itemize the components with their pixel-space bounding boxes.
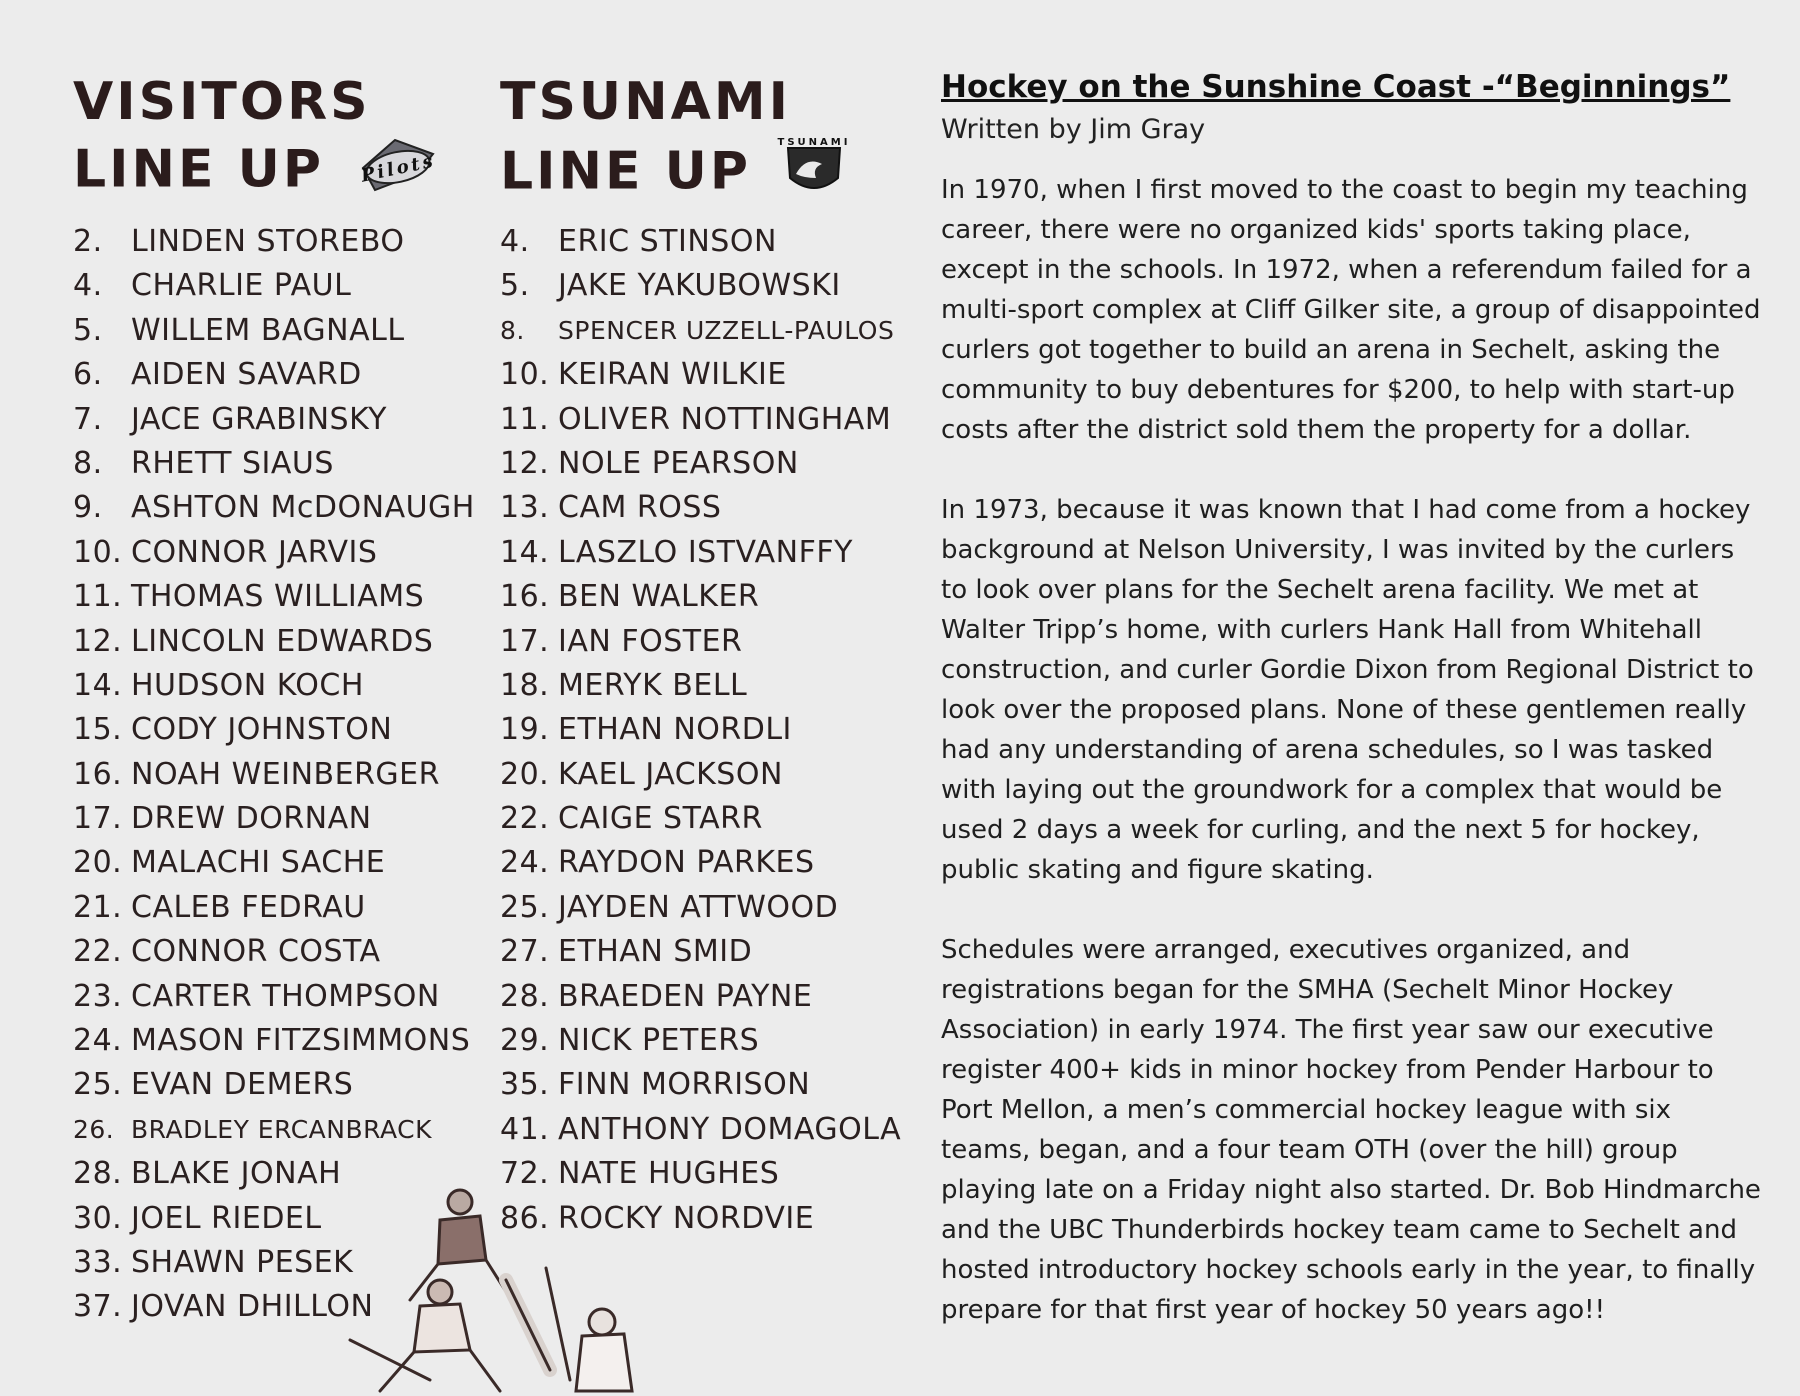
player-name: ROCKY NORDVIE — [558, 1200, 815, 1236]
player-number: 20. — [73, 845, 123, 881]
player-name: ASHTON McDONAUGH — [131, 490, 475, 526]
player-name: NOAH WEINBERGER — [131, 756, 440, 792]
tsunami-player-row — [500, 841, 901, 885]
visitors-roster — [73, 220, 475, 1330]
tsunami-heading-line2: LINE UP — [500, 141, 751, 202]
player-name: NATE HUGHES — [558, 1156, 780, 1192]
player-name: MASON FITZSIMMONS — [131, 1023, 471, 1059]
player-name: WILLEM BAGNALL — [131, 312, 405, 348]
visitors-player-row — [73, 664, 475, 708]
player-name: ERIC STINSON — [558, 224, 777, 259]
player-name: JOVAN DHILLON — [131, 1289, 374, 1325]
visitors-heading-line1: VISITORS — [73, 72, 371, 132]
player-name: EVAN DEMERS — [131, 1067, 354, 1103]
tsunami-roster — [500, 220, 901, 1241]
player-number: 26. — [73, 1114, 115, 1144]
visitors-heading — [73, 70, 441, 211]
player-number: 37. — [73, 1289, 123, 1325]
player-name: JAKE YAKUBOWSKI — [558, 268, 841, 304]
player-number: 28. — [73, 1156, 123, 1192]
player-number: 4. — [73, 268, 103, 304]
player-name: RAYDON PARKES — [558, 845, 815, 881]
visitors-player-row — [73, 708, 475, 752]
player-number: 24. — [500, 845, 550, 881]
player-name: NOLE PEARSON — [558, 445, 799, 481]
player-number: 15. — [73, 712, 123, 748]
tsunami-player-row — [500, 575, 901, 619]
player-number: 16. — [73, 756, 123, 792]
visitors-player-row — [73, 398, 475, 442]
player-number: 7. — [73, 401, 103, 437]
player-number: 11. — [73, 579, 123, 615]
visitors-player-row — [73, 531, 475, 575]
player-number: 30. — [73, 1200, 123, 1236]
player-number: 86. — [500, 1200, 550, 1236]
player-name: SHAWN PESEK — [131, 1244, 354, 1280]
tsunami-heading — [500, 70, 851, 215]
player-name: LINCOLN EDWARDS — [131, 623, 434, 659]
player-name: ETHAN SMID — [558, 934, 753, 970]
player-number: 5. — [500, 268, 530, 304]
player-name: CONNOR COSTA — [131, 934, 381, 970]
player-name: JAYDEN ATTWOOD — [558, 889, 839, 925]
player-name: HUDSON KOCH — [131, 667, 364, 703]
player-number: 14. — [73, 667, 123, 703]
player-name: ANTHONY DOMAGOLA — [558, 1111, 902, 1147]
player-number: 41. — [500, 1111, 550, 1147]
player-name: MALACHI SACHE — [131, 845, 386, 881]
visitors-player-row — [73, 886, 475, 930]
tsunami-player-row — [500, 797, 901, 841]
player-name: CARTER THOMPSON — [131, 978, 440, 1014]
player-name: LINDEN STOREBO — [131, 224, 405, 259]
player-number: 6. — [73, 357, 103, 393]
player-name: DREW DORNAN — [131, 801, 372, 837]
player-name: FINN MORRISON — [558, 1067, 811, 1103]
player-number: 10. — [500, 357, 550, 393]
hockey-players-illustration — [310, 1180, 650, 1396]
player-name: KEIRAN WILKIE — [558, 357, 787, 393]
visitors-player-row — [73, 975, 475, 1019]
tsunami-player-row — [500, 664, 901, 708]
player-name: LASZLO ISTVANFFY — [558, 534, 853, 570]
visitors-heading-line2: LINE UP — [73, 139, 324, 200]
player-number: 27. — [500, 934, 550, 970]
player-number: 11. — [500, 401, 550, 437]
pilots-logo-text: Pilots — [359, 150, 438, 187]
tsunami-player-row — [500, 708, 901, 752]
visitors-player-row — [73, 930, 475, 974]
visitors-player-row — [73, 620, 475, 664]
player-number: 23. — [73, 978, 123, 1014]
player-name: CONNOR JARVIS — [131, 534, 378, 570]
player-number: 8. — [500, 315, 525, 345]
player-number: 22. — [73, 934, 123, 970]
visitors-player-row — [73, 753, 475, 797]
player-number: 35. — [500, 1067, 550, 1103]
tsunami-player-row — [500, 1063, 901, 1107]
player-name: CAIGE STARR — [558, 801, 763, 837]
tsunami-logo-icon — [777, 134, 851, 215]
article-paragraph-2: In 1973, because it was known that I had come from a hockey background at Nelson University, I was invited by the curlers to look over plans for the Sechelt arena facility. We met at Walter Tripp’s home, with curlers Hank Hall from Whitehall construction, and curler Gordie Dixon from Regional District to look over the proposed plans. None of these gentlemen really had any understanding of arena schedules, so I was tasked with laying out the groundwork for a complex that would be used 2 days a week for curling, and the next 5 for hockey, public skating and figure skating. — [941, 495, 1754, 885]
player-number: 8. — [73, 445, 103, 481]
player-number: 33. — [73, 1244, 123, 1280]
visitors-player-row — [73, 442, 475, 486]
player-name: CALEB FEDRAU — [131, 889, 366, 925]
article — [941, 64, 1761, 1370]
player-number: 22. — [500, 801, 550, 837]
player-number: 20. — [500, 756, 550, 792]
tsunami-player-row — [500, 486, 901, 530]
player-name: ETHAN NORDLI — [558, 712, 792, 748]
tsunami-player-row — [500, 1108, 901, 1152]
player-name: NICK PETERS — [558, 1023, 760, 1059]
tsunami-player-row — [500, 930, 901, 974]
player-name: KAEL JACKSON — [558, 756, 783, 792]
visitors-player-row — [73, 841, 475, 885]
player-number: 17. — [500, 623, 550, 659]
player-number: 18. — [500, 667, 550, 703]
visitors-player-row — [73, 264, 475, 308]
tsunami-player-row — [500, 309, 901, 353]
player-number: 10. — [73, 534, 123, 570]
player-name: CAM ROSS — [558, 490, 722, 526]
tsunami-player-row — [500, 220, 901, 264]
pilots-logo-icon — [355, 134, 441, 211]
player-number: 9. — [73, 490, 103, 526]
player-number: 14. — [500, 534, 550, 570]
tsunami-player-row — [500, 886, 901, 930]
player-name: AIDEN SAVARD — [131, 357, 362, 393]
tsunami-player-row — [500, 398, 901, 442]
tsunami-player-row — [500, 353, 901, 397]
player-number: 5. — [73, 312, 103, 348]
visitors-player-row — [73, 797, 475, 841]
tsunami-player-row — [500, 620, 901, 664]
visitors-player-row — [73, 309, 475, 353]
player-name: MERYK BELL — [558, 667, 748, 703]
player-name: SPENCER UZZELL-PAULOS — [558, 315, 895, 345]
visitors-player-row — [73, 1063, 475, 1107]
article-paragraph-1: In 1970, when I first moved to the coast to begin my teaching career, there were no organized kids' sports taking place, except in the schools. In 1972, when a referendum failed for a multi-sport complex at Cliff Gilker site, a group of disappointed curlers got together to build an arena in Sechelt, asking the community to buy debentures for $200, to help with start-up costs after the district sold them the property for a dollar. — [941, 175, 1761, 445]
player-number: 19. — [500, 712, 550, 748]
tsunami-player-row — [500, 531, 901, 575]
visitors-player-row — [73, 1019, 475, 1063]
player-number: 21. — [73, 889, 123, 925]
player-name: JOEL RIEDEL — [131, 1200, 322, 1236]
player-name: THOMAS WILLIAMS — [131, 579, 425, 615]
player-name: BLAKE JONAH — [131, 1156, 342, 1192]
player-name: BRADLEY ERCANBRACK — [131, 1114, 433, 1144]
article-paragraph-3: Schedules were arranged, executives organized, and registrations began for the SMHA (Sechelt Minor Hockey Association) in early 1974. The first year saw our executive register 400+ kids in minor hockey from Pender Harbour to Port Mellon, a men’s commercial hockey league with six teams, began, and a four team OTH (over the hill) group playing late on a Friday night also started. Dr. Bob Hindmarche and the UBC Thunderbirds hockey team came to Sechelt and hosted introductory hockey schools early in the year, to finally prepare for that first year of hockey 50 years ago!! — [941, 935, 1761, 1325]
player-name: BEN WALKER — [558, 579, 760, 615]
player-name: OLIVER NOTTINGHAM — [558, 401, 892, 437]
player-number: 28. — [500, 978, 550, 1014]
player-name: BRAEDEN PAYNE — [558, 978, 813, 1014]
player-name: RHETT SIAUS — [131, 445, 334, 481]
player-number: 16. — [500, 579, 550, 615]
visitors-player-row — [73, 220, 475, 264]
player-name: CODY JOHNSTON — [131, 712, 393, 748]
visitors-player-row — [73, 1108, 475, 1152]
player-number: 2. — [73, 224, 103, 259]
visitors-player-row — [73, 353, 475, 397]
player-number: 13. — [500, 490, 550, 526]
player-number: 4. — [500, 224, 530, 259]
visitors-player-row — [73, 486, 475, 530]
visitors-player-row — [73, 575, 475, 619]
player-number: 29. — [500, 1023, 550, 1059]
article-title: Hockey on the Sunshine Coast -“Beginnings” — [941, 69, 1731, 105]
tsunami-player-row — [500, 1019, 901, 1063]
tsunami-heading-line1: TSUNAMI — [500, 72, 792, 132]
player-name: JACE GRABINSKY — [131, 401, 387, 437]
tsunami-player-row — [500, 753, 901, 797]
player-number: 12. — [73, 623, 123, 659]
tsunami-player-row — [500, 442, 901, 486]
tsunami-logo-text: TSUNAMI — [777, 137, 851, 148]
player-number: 24. — [73, 1023, 123, 1059]
player-number: 25. — [500, 889, 550, 925]
player-number: 12. — [500, 445, 550, 481]
player-name: IAN FOSTER — [558, 623, 743, 659]
player-number: 25. — [73, 1067, 123, 1103]
player-name: CHARLIE PAUL — [131, 268, 352, 304]
tsunami-player-row — [500, 264, 901, 308]
player-number: 17. — [73, 801, 123, 837]
article-byline: Written by Jim Gray — [941, 114, 1206, 145]
tsunami-player-row — [500, 975, 901, 1019]
player-number: 72. — [500, 1156, 550, 1192]
